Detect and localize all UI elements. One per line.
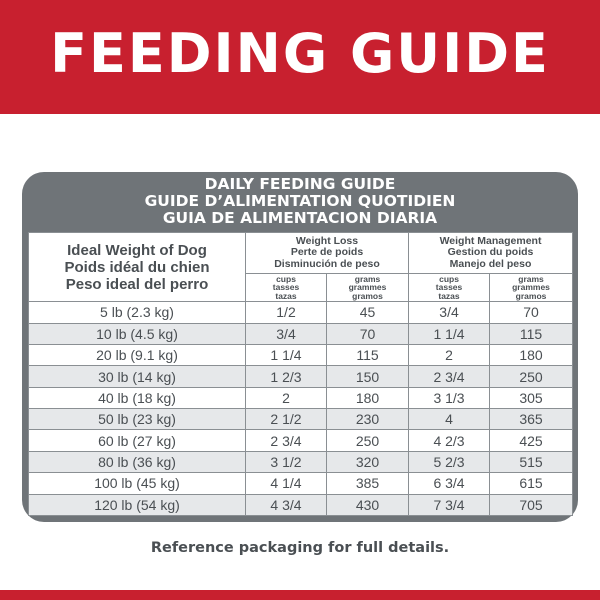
table-row: [29, 430, 573, 451]
card-title: [22, 176, 578, 227]
mgmt-cups-cell: 3 1/3: [409, 387, 490, 408]
mgmt-cups-unit: [409, 273, 490, 302]
weight-management-fr: Gestion du poids: [447, 246, 534, 259]
page-title: FEEDING GUIDE: [50, 22, 550, 85]
mgmt-cups-cell: 1 1/4: [409, 323, 490, 344]
mgmt-grams-cell: 250: [490, 366, 573, 387]
loss-cups-cell: 2 1/2: [246, 409, 327, 430]
weight-cell: 120 lb (54 kg): [29, 494, 246, 515]
table-row: [29, 366, 573, 387]
mgmt-cups-cell: 5 2/3: [409, 451, 490, 472]
loss-grams-cell: 230: [327, 409, 409, 430]
mgmt-cups-cell: 6 3/4: [409, 473, 490, 494]
mgmt-grams-unit: [490, 273, 573, 302]
loss-cups-cell: 4 3/4: [246, 494, 327, 515]
loss-grams-cell: 430: [327, 494, 409, 515]
mgmt-grams-cell: 305: [490, 387, 573, 408]
weight-column-header: [29, 233, 246, 302]
loss-grams-cell: 250: [327, 430, 409, 451]
unit-grams-es: gramos: [352, 290, 383, 301]
loss-cups-cell: 1 2/3: [246, 366, 327, 387]
weight-cell: 80 lb (36 kg): [29, 451, 246, 472]
weight-cell: 50 lb (23 kg): [29, 409, 246, 430]
unit-cups-en: cups: [276, 273, 296, 284]
loss-cups-cell: 3 1/2: [246, 451, 327, 472]
mgmt-grams-cell: 180: [490, 344, 573, 365]
mgmt-grams-cell: 705: [490, 494, 573, 515]
mgmt-grams-cell: 615: [490, 473, 573, 494]
weight-loss-header: [246, 233, 409, 274]
weight-management-es: Manejo del peso: [449, 257, 532, 270]
loss-grams-cell: 150: [327, 366, 409, 387]
table-row: [29, 451, 573, 472]
loss-grams-cell: 320: [327, 451, 409, 472]
feeding-table: [28, 232, 573, 516]
unit-grams-fr: grammes: [512, 282, 550, 293]
loss-grams-cell: 115: [327, 344, 409, 365]
unit-grams-es: gramos: [515, 290, 547, 301]
mgmt-grams-cell: 115: [490, 323, 573, 344]
table-row: [29, 302, 573, 323]
mgmt-cups-cell: 3/4: [409, 302, 490, 323]
loss-grams-cell: 180: [327, 387, 409, 408]
bottom-accent-bar: [0, 590, 600, 600]
mgmt-grams-cell: 70: [490, 302, 573, 323]
mgmt-cups-cell: 2 3/4: [409, 366, 490, 387]
loss-cups-cell: 4 1/4: [246, 473, 327, 494]
weight-cell: 60 lb (27 kg): [29, 430, 246, 451]
weight-loss-en: Weight Loss: [295, 234, 359, 247]
unit-grams-fr: grammes: [348, 282, 387, 293]
weight-header-es: Peso ideal del perro: [65, 275, 209, 293]
mgmt-grams-cell: 515: [490, 451, 573, 472]
mgmt-grams-cell: 425: [490, 430, 573, 451]
mgmt-cups-cell: 2: [409, 344, 490, 365]
footer-note: Reference packaging for full details.: [150, 540, 450, 556]
weight-management-en: Weight Management: [439, 234, 542, 247]
weight-loss-fr: Perte de poids: [290, 246, 364, 259]
table-row: [29, 344, 573, 365]
mgmt-cups-cell: 7 3/4: [409, 494, 490, 515]
mgmt-grams-cell: 365: [490, 409, 573, 430]
loss-grams-unit: [327, 273, 409, 302]
loss-grams-cell: 385: [327, 473, 409, 494]
unit-grams-en: grams: [518, 273, 544, 284]
loss-cups-cell: 2: [246, 387, 327, 408]
unit-cups-es: tazas: [438, 290, 460, 301]
loss-grams-cell: 45: [327, 302, 409, 323]
table-row: [29, 387, 573, 408]
loss-cups-cell: 3/4: [246, 323, 327, 344]
feeding-guide-card: [22, 172, 578, 522]
card-title-en: DAILY FEEDING GUIDE: [204, 175, 396, 193]
table-row: [29, 494, 573, 515]
weight-cell: 5 lb (2.3 kg): [29, 302, 246, 323]
weight-cell: 20 lb (9.1 kg): [29, 344, 246, 365]
loss-cups-cell: 2 3/4: [246, 430, 327, 451]
table-row: [29, 323, 573, 344]
unit-cups-fr: tasses: [435, 282, 463, 293]
unit-cups-fr: tasses: [272, 282, 300, 293]
weight-header-en: Ideal Weight of Dog: [67, 241, 207, 259]
loss-cups-unit: [246, 273, 327, 302]
mgmt-cups-cell: 4 2/3: [409, 430, 490, 451]
weight-cell: 40 lb (18 kg): [29, 387, 246, 408]
loss-grams-cell: 70: [327, 323, 409, 344]
unit-cups-en: cups: [439, 273, 459, 284]
loss-cups-cell: 1 1/4: [246, 344, 327, 365]
weight-cell: 100 lb (45 kg): [29, 473, 246, 494]
weight-management-header: [409, 233, 573, 274]
weight-cell: 10 lb (4.5 kg): [29, 323, 246, 344]
weight-header-fr: Poids idéal du chien: [64, 258, 210, 276]
table-row: [29, 409, 573, 430]
table-row: [29, 473, 573, 494]
card-title-es: GUIA DE ALIMENTACION DIARIA: [162, 209, 438, 227]
weight-cell: 30 lb (14 kg): [29, 366, 246, 387]
weight-loss-es: Disminución de peso: [274, 257, 380, 270]
unit-cups-es: tazas: [275, 290, 297, 301]
card-title-fr: GUIDE D’ALIMENTATION QUOTIDIEN: [144, 192, 456, 210]
loss-cups-cell: 1/2: [246, 302, 327, 323]
title-banner: [0, 0, 600, 114]
group-header-row: [29, 233, 573, 274]
unit-grams-en: grams: [354, 273, 381, 284]
mgmt-cups-cell: 4: [409, 409, 490, 430]
